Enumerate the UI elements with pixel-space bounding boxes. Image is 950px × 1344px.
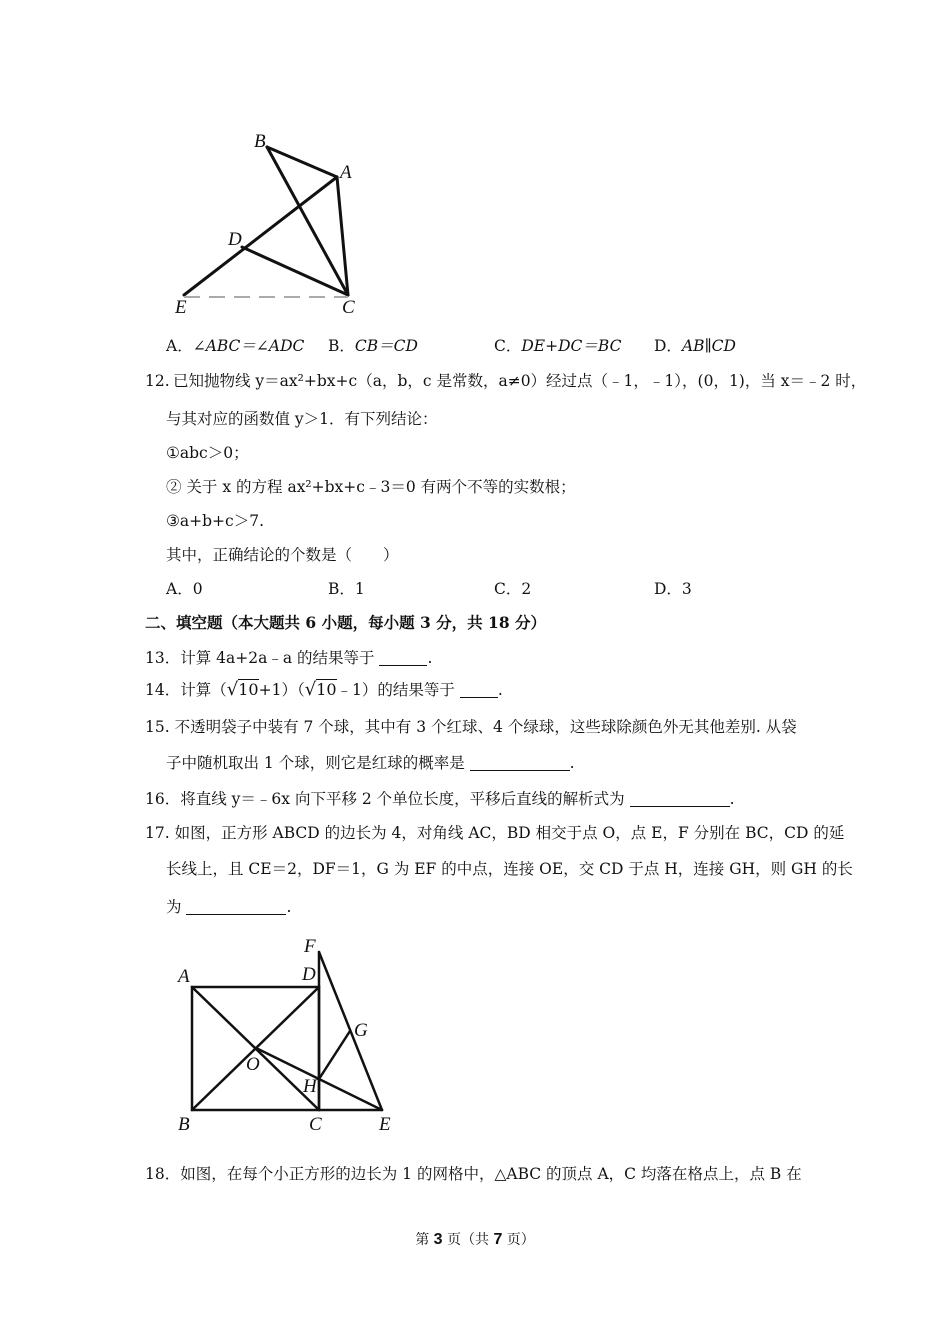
label-f: F — [304, 936, 316, 957]
q18-number: 18． — [145, 1165, 181, 1183]
label-o: O — [246, 1054, 260, 1075]
q15-period: . — [569, 754, 575, 772]
q11-opt-c: DE+DC＝BC — [521, 337, 622, 355]
q14-answer-blank[interactable] — [460, 681, 498, 698]
q14-radicand-2: 10 — [316, 680, 337, 699]
q15-text-2: 子中随机取出 1 个球，则它是红球的概率是 — [166, 754, 465, 772]
q16 — [145, 788, 735, 810]
q11-opt-a-letter: A． — [166, 337, 193, 355]
q13-answer-blank[interactable] — [379, 649, 427, 666]
q16-answer-blank[interactable] — [630, 790, 730, 807]
label-d: D — [302, 964, 316, 985]
q13-number: 13． — [145, 649, 181, 667]
label-b: B — [254, 131, 266, 152]
q16-text: 将直线 y＝﹣6x 向下平移 2 个单位长度，平移后直线的解析式为 — [180, 790, 625, 808]
q12-opt-a: A．0 — [166, 580, 203, 598]
q14-text-2: +1）（ — [258, 681, 305, 699]
q12-stem-2: 与其对应的函数值 y＞1．有下列结论： — [166, 410, 438, 428]
q17-number: 17. — [145, 824, 170, 842]
label-a: A — [340, 162, 352, 183]
label-b: B — [178, 1114, 190, 1135]
q17-line-3 — [166, 896, 291, 918]
page-footer — [0, 1229, 950, 1249]
figure-quadrilateral — [170, 125, 370, 320]
footer-pre: 第 — [415, 1232, 434, 1248]
q18-text: 如图，在每个小正方形的边长为 1 的网格中，△ABC 的顶点 A，C 均落在格点上，点 B 在 — [180, 1165, 802, 1183]
label-a: A — [178, 966, 190, 987]
q15-answer-blank[interactable] — [470, 754, 570, 771]
q12-number: 12. — [145, 372, 170, 390]
segment-dc — [242, 247, 348, 295]
q18 — [145, 1163, 802, 1185]
q12-opt-b: B．1 — [328, 580, 365, 598]
footer-total-pages: 7 — [493, 1231, 503, 1248]
q17-answer-blank[interactable] — [186, 898, 286, 915]
q13 — [145, 647, 432, 669]
label-c: C — [309, 1114, 322, 1135]
footer-post: 页） — [502, 1232, 535, 1248]
q13-text: 计算 4a+2a﹣a 的结果等于 — [180, 649, 375, 667]
figure-square — [170, 930, 410, 1140]
q12-conclusion-1: ①abc＞0； — [166, 444, 249, 462]
label-e: E — [379, 1114, 391, 1135]
q14 — [145, 679, 503, 701]
label-g: G — [354, 1020, 368, 1041]
q11-opt-c-letter: C． — [494, 337, 522, 355]
q17-line-1 — [145, 822, 844, 844]
q12-question: 其中，正确结论的个数是（ ） — [166, 546, 399, 564]
q14-text-1: 计算（ — [180, 681, 227, 699]
footer-page-number: 3 — [433, 1231, 443, 1248]
q14-period: . — [497, 681, 503, 699]
q11-opt-b-letter: B． — [328, 337, 355, 355]
q15-line-1 — [145, 716, 797, 738]
q11-opt-b: CB＝CD — [354, 337, 418, 355]
q15-line-2 — [166, 752, 575, 774]
q17-text-3: 为 — [166, 898, 182, 916]
q17-period: . — [286, 898, 292, 916]
label-h: H — [303, 1076, 317, 1097]
q12-opt-c: C．2 — [494, 580, 532, 598]
segment-ba — [267, 147, 337, 177]
q15-text-1: 不透明袋子中装有 7 个球，其中有 3 个红球、4 个绿球，这些球除颜色外无其他差别. 从袋 — [174, 718, 797, 736]
q11-opt-d-letter: D． — [654, 337, 682, 355]
q17-text-1: 如图，正方形 ABCD 的边长为 4，对角线 AC，BD 相交于点 O，点 E，F 分别在 BC，CD 的延 — [174, 824, 845, 842]
q14-radicand-1: 10 — [238, 680, 259, 699]
q12-stem-1: 已知抛物线 y＝ax²+bx+c（a，b，c 是常数，a≠0）经过点（﹣1，﹣1），(0，1)，当 x＝﹣2 时， — [173, 372, 867, 390]
q11-options — [166, 335, 806, 357]
q12-conclusion-2: ② 关于 x 的方程 ax²+bx+c﹣3＝0 有两个不等的实数根； — [166, 478, 576, 496]
q11-opt-a: ∠ABC＝∠ADC — [192, 337, 305, 355]
q15-number: 15. — [145, 718, 170, 736]
q16-number: 16． — [145, 790, 181, 808]
section-title: 二、填空题（本大题共 6 小题，每小题 3 分，共 18 分） — [145, 613, 547, 632]
label-e: E — [175, 297, 187, 318]
segment-hg — [319, 1031, 350, 1079]
q14-number: 14． — [145, 681, 181, 699]
footer-mid: 页（共 — [442, 1232, 494, 1248]
q17-line-2: 长线上，且 CE＝2，DF＝1，G 为 EF 的中点，连接 OE，交 CD 于点 H，连接 GH，则 GH 的长 — [166, 860, 853, 878]
q16-period: . — [729, 790, 735, 808]
q13-period: . — [427, 649, 433, 667]
q14-sqrt-1: √10 — [226, 679, 259, 700]
label-c: C — [342, 297, 355, 318]
q11-opt-d: AB∥CD — [681, 337, 736, 355]
q14-sqrt-2: √10 — [304, 679, 337, 700]
q12-conclusion-3: ③a+b+c＞7. — [166, 512, 265, 530]
q14-text-3: ﹣1）的结果等于 — [336, 681, 455, 699]
q12-opt-d: D．3 — [654, 580, 692, 598]
label-d: D — [228, 229, 242, 250]
